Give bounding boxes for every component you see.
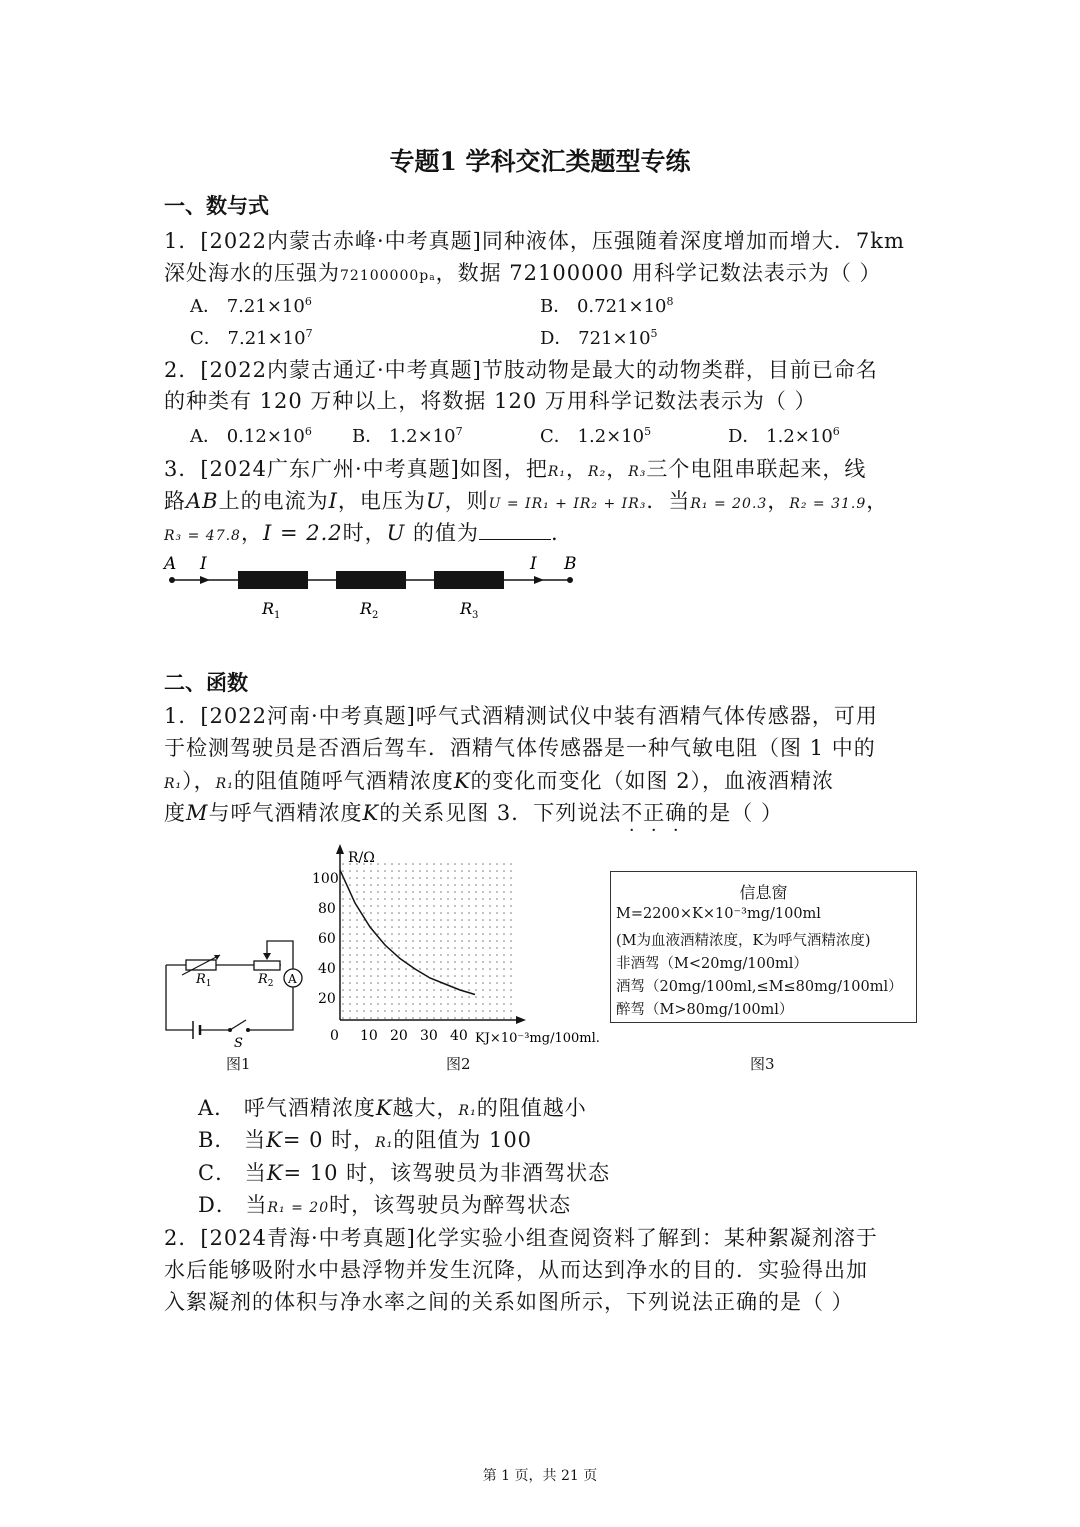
fig1-r1-label: $R_1$ (196, 972, 212, 989)
y-tick-40: 40 (318, 961, 336, 977)
s2q1-option-b[interactable]: B． 当K= 0 时，R₁的阻值为 100 (198, 1128, 533, 1152)
y-tick-60: 60 (318, 931, 336, 947)
y-tick-100: 100 (312, 871, 339, 887)
info-row-very-drunk: 醉驾（M>80mg/100ml） (616, 1002, 794, 1018)
current-arrow-icon (534, 576, 544, 584)
q1-line2: 深处海水的压强为72100000pa，数据 72100000 用科学记数法表示为（ ） (164, 261, 882, 285)
info-row-drunk: 酒驾（20mg/100ml,≤M≤80mg/100ml） (616, 979, 903, 995)
y-axis-label: R/Ω (348, 850, 375, 866)
figure3-info-window (610, 871, 917, 1023)
s2q2-line1: 2．[2024青海·中考真题]化学实验小组查阅资料了解到：某种絮凝剂溶于 (164, 1226, 878, 1250)
s2q2-line3: 入絮凝剂的体积与净水率之间的关系如图所示，下列说法正确的是（ ） (164, 1290, 854, 1314)
section-heading-numbers: 一、数与式 (164, 193, 269, 218)
q1-option-c[interactable]: C． $7.21\times 10^7$ (190, 327, 313, 349)
fig2-caption: 图2 (446, 1055, 471, 1073)
label-r1: $R_1$ (262, 599, 281, 621)
q2-option-d[interactable]: D． $1.2\times 10^6$ (728, 425, 840, 447)
s2q1-line1: 1．[2022河南·中考真题]呼气式酒精测试仪中装有酒精气体传感器，可用 (164, 704, 878, 728)
figure1-circuit (158, 935, 303, 1053)
s2q1-line4: 度M与呼气酒精浓度K的关系见图 3．下列说法不正确的是（ ） (164, 801, 783, 825)
resistor-r2 (336, 571, 406, 589)
x-tick-20: 20 (390, 1028, 408, 1044)
info-row-formula: M=2200×K×10⁻³mg/100ml (616, 906, 821, 922)
resistor-r1 (238, 571, 308, 589)
page-footer: 第 1 页，共 21 页 (482, 1468, 598, 1484)
x-tick-30: 30 (420, 1028, 438, 1044)
label-a: A (164, 554, 177, 574)
fig1-r2-label: $R_2$ (258, 972, 274, 989)
s2q1-option-d[interactable]: D． 当R₁ = 20时，该驾驶员为醉驾状态 (198, 1193, 572, 1217)
x-axis-arrow-icon (516, 1016, 526, 1024)
point-a-dot (169, 577, 175, 583)
x-tick-10: 10 (360, 1028, 378, 1044)
x-axis-label: KJ×10⁻³mg/100ml. (475, 1031, 600, 1046)
q3-line2: 路AB上的电流为I，电压为U，则U = IR₁ + IR₂ + IR₃．当R₁ = 20.3，R₂ = 31.9， (164, 489, 889, 513)
y-tick-20: 20 (318, 991, 336, 1007)
resistor-r3 (434, 571, 504, 589)
q2-line2: 的种类有 120 万种以上，将数据 120 万用科学记数法表示为（ ） (164, 389, 817, 413)
section-heading-functions: 二、函数 (164, 670, 248, 695)
point-b-dot (567, 577, 573, 583)
ammeter-label: A (288, 972, 297, 986)
label-r3: $R_3$ (460, 599, 479, 621)
resistor-r2-icon (254, 961, 280, 970)
label-i-left: I (200, 554, 207, 574)
fig3-caption: 图3 (750, 1055, 775, 1073)
figure2-graph (300, 842, 612, 1048)
info-window-title: 信息窗 (739, 883, 788, 902)
q3-line1: 3．[2024广东广州·中考真题]如图，把R₁，R₂，R₃三个电阻串联起来，线 (164, 457, 867, 481)
q1-line1: 1．[2022内蒙古赤峰·中考真题]同种液体，压强随着深度增加而增大．7km (164, 229, 905, 253)
current-arrow-icon (200, 576, 210, 584)
q2-option-a[interactable]: A． $0.12\times 10^6$ (190, 425, 312, 447)
s2q1-option-a[interactable]: A． 呼气酒精浓度K越大，R₁的阻值越小 (198, 1096, 587, 1120)
q2-line1: 2．[2022内蒙古通辽·中考真题]节肢动物是最大的动物类群，目前已命名 (164, 358, 878, 382)
label-r2: $R_2$ (360, 599, 379, 621)
page-title: 专题1 学科交汇类题型专练 (389, 147, 691, 176)
y-tick-80: 80 (318, 901, 336, 917)
q2-option-c[interactable]: C． $1.2\times 10^5$ (540, 425, 652, 447)
info-row-definition: (M为血液酒精浓度，K为呼气酒精浓度) (616, 933, 871, 949)
q1-option-b[interactable]: B． $0.721\times 10^8$ (540, 295, 674, 317)
q1-option-d[interactable]: D． $721\times 10^5$ (540, 327, 658, 349)
x-tick-40: 40 (450, 1028, 468, 1044)
fig1-caption: 图1 (226, 1055, 251, 1073)
x-tick-0: 0 (330, 1028, 339, 1044)
answer-blank[interactable] (479, 521, 551, 540)
s2q1-line2: 于检测驾驶员是否酒后驾车．酒精气体传感器是一种气敏电阻（图 1 中的 (164, 736, 876, 760)
info-row-non-drunk: 非酒驾（M<20mg/100ml） (616, 956, 808, 972)
label-i-right: I (530, 554, 537, 574)
q1-option-a[interactable]: A． $7.21\times 10^6$ (190, 295, 312, 317)
s2q1-option-c[interactable]: C． 当K= 10 时，该驾驶员为非酒驾状态 (198, 1161, 611, 1185)
switch-icon (230, 1020, 246, 1030)
series-circuit-diagram (160, 552, 590, 624)
q3-line3: R₃ = 47.8，I = 2.2时，U 的值为 . (164, 521, 559, 545)
q2-option-b[interactable]: B． $1.2\times 10^7$ (352, 425, 463, 447)
graph-grid (340, 862, 512, 1020)
s2q2-line2: 水后能够吸附水中悬浮物并发生沉降，从而达到净水的目的．实验得出加 (164, 1258, 868, 1282)
s2q1-line3: R₁），R₁的阻值随呼气酒精浓度K的变化而变化（如图 2），血液酒精浓 (164, 769, 835, 793)
y-axis-arrow-icon (336, 844, 344, 854)
label-b: B (564, 554, 577, 574)
fig1-switch-label: S (234, 1036, 243, 1051)
